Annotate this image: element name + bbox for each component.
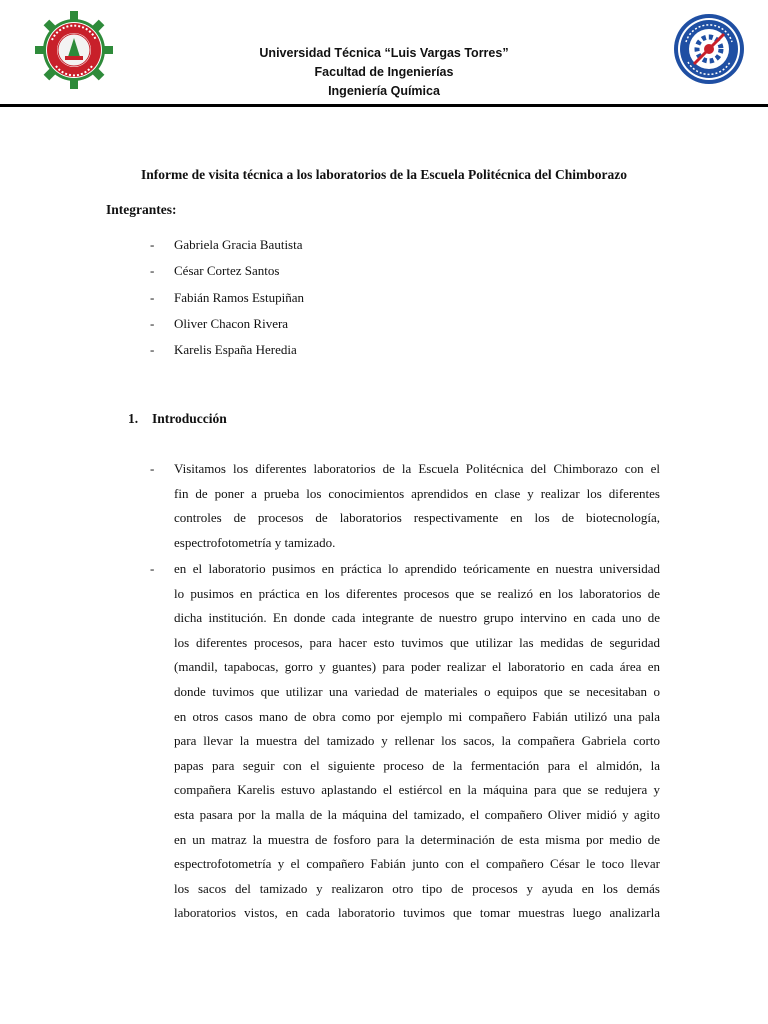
text-line: compañera Karelis estuvo aplastando el estiércol en la máquina para que se redujera y [174,782,660,798]
text-line: los sacos del tamizado y realizaron otro tipo de procesos y ayuda en los demás [174,880,660,896]
list-bullet: - [150,263,155,279]
text-line: laboratorios vistos, en cada laboratorio tuvimos que tomar muestras luego analizarla [174,905,660,921]
member-name: César Cortez Santos [174,263,280,279]
text-line: papas para seguir con el siguiente proceso de la fermentación para el almidón, la [174,757,660,773]
list-item [150,261,304,287]
page-header [0,0,768,110]
text-line: donde tuvimos que utilizar una variedad de materiales o equipos que se necesitaban o [174,683,660,699]
list-bullet: - [150,289,155,305]
university-name: Universidad Técnica “Luis Vargas Torres” [259,46,509,60]
list-bullet: - [150,342,155,358]
faculty-seal-icon [672,12,746,86]
text-line: en un matraz la muestra de fosforo para la determinación de esta misma por medio de [174,831,660,847]
member-name: Oliver Chacon Rivera [174,315,289,331]
program-name: Ingeniería Química [328,84,440,98]
list-bullet: - [150,315,155,331]
introduction-paragraph-2 [150,557,660,926]
members-heading: Integrantes: [106,202,177,217]
text-line: (mandil, tapabocas, gorro y guantes) para poder realizar el laboratorio en cada área en [174,659,660,675]
member-name: Fabián Ramos Estupiñan [174,289,304,305]
list-item [150,235,304,261]
members-list [150,235,304,366]
list-bullet: - [150,561,155,576]
faculty-name: Facultad de Ingenierías [314,65,454,79]
university-seal-icon [34,10,114,90]
text-line: los diferentes procesos, para hacer esto tuvimos que utilizar las medidas de seguridad [174,634,660,650]
text-line: espectrofotometría y el compañero Fabián junto con el compañero César le toco llevar [174,856,660,872]
text-line: lo pusimos en práctica en los diferentes procesos que se realizó en los laboratorios de [174,585,660,601]
institution-header [160,44,608,101]
text-line: fin de poner a prueba los conocimientos aprendidos en clase y realizar los diferentes [174,485,660,501]
text-line: esta pasara por la malla de la máquina del tamizado, el compañero Oliver midió y agito [174,806,660,822]
text-line: Visitamos los diferentes laboratorios de la Escuela Politécnica del Chimborazo con el [174,461,660,476]
member-name: Gabriela Gracia Bautista [174,237,303,252]
section-number: 1. [128,411,139,426]
list-item [150,288,304,314]
section-title: Introducción [152,411,227,426]
list-item [150,314,304,340]
text-line: controles de procesos de laboratorios respectivamente en los de biotecnología, [174,510,660,526]
text-line: espectrofotometría y tamizado. [174,534,336,550]
document-title: Informe de visita técnica a los laboratorios de la Escuela Politécnica del Chimborazo [141,167,627,182]
header-divider [0,104,768,107]
section-heading [128,411,227,427]
text-line: dicha institución. En donde cada integrante de nuestro grupo intervino en cada uno de [174,610,660,626]
list-bullet: - [150,461,155,476]
list-bullet: - [150,237,155,252]
text-line: en el laboratorio pusimos en práctica lo aprendido teóricamente en nuestra universidad [174,561,660,576]
list-item [150,340,304,366]
member-name: Karelis España Heredia [174,342,297,358]
introduction-paragraph-1 [150,457,660,555]
text-line: en otros casos mano de obra como por ejemplo mi compañero Fabián utilizó una pala [174,708,660,724]
text-line: para llevar la muestra del tamizado y rellenar los sacos, la compañera Gabriela corto [174,733,660,749]
